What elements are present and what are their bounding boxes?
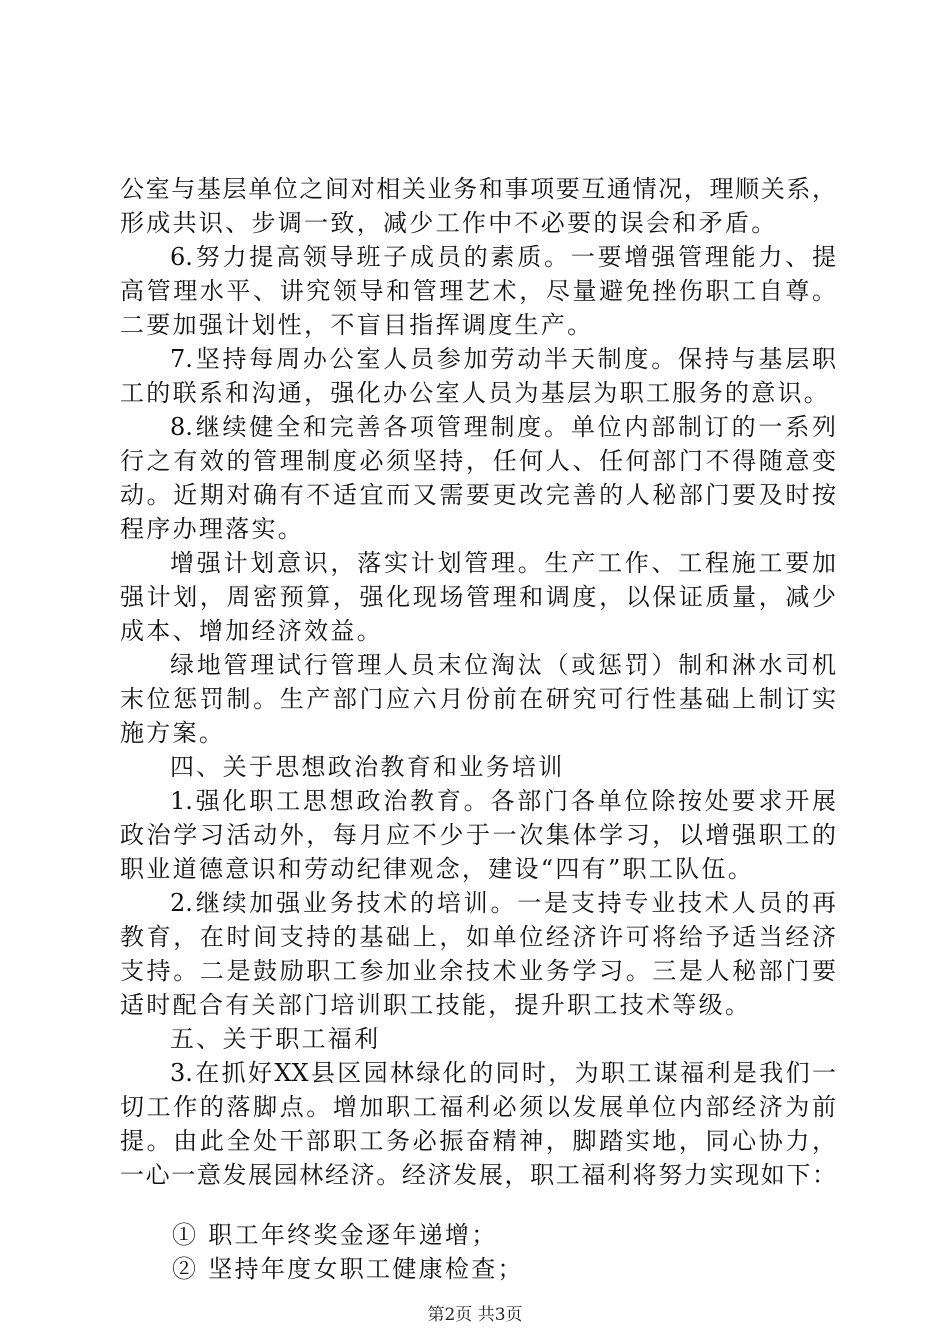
paragraph-line: 2.继续加强业务技术的培训。一是支持专业技术人员的再 — [170, 889, 836, 917]
paragraph-line: 提。由此全处干部职工务必振奋精神，脚踏实地，同心协力， — [120, 1127, 836, 1155]
list-item: ② 坚持年度女职工健康检查； — [172, 1255, 524, 1283]
paragraph-line: 职业道德意识和劳动纪律观念，建设“四有”职工队伍。 — [120, 855, 755, 883]
paragraph-line: 动。近期对确有不适宜而又需要更改完善的人秘部门要及时按 — [120, 481, 836, 509]
paragraph-line: 行之有效的管理制度必须坚持，任何人、任何部门不得随意变 — [120, 447, 836, 475]
paragraph-line: 程序办理落实。 — [120, 515, 305, 543]
paragraph-line: 二要加强计划性，不盲目指挥调度生产。 — [120, 311, 594, 339]
page-footer: 第2页 共3页 — [427, 1305, 523, 1325]
paragraph-line: 增强计划意识，落实计划管理。生产工作、工程施工要加 — [170, 549, 836, 577]
section-heading: 五、关于职工福利 — [170, 1025, 381, 1053]
paragraph-line: 8.继续健全和完善各项管理制度。单位内部制订的一系列 — [170, 413, 836, 441]
paragraph-line: 形成共识、步调一致，减少工作中不必要的误会和矛盾。 — [120, 209, 778, 237]
paragraph-line: 施方案。 — [120, 719, 226, 747]
paragraph-line: 6.努力提高领导班子成员的素质。一要增强管理能力、提 — [170, 243, 836, 271]
paragraph-line: 支持。二是鼓励职工参加业余技术业务学习。三是人秘部门要 — [120, 957, 836, 985]
paragraph-line: 政治学习活动外，每月应不少于一次集体学习，以增强职工的 — [120, 821, 836, 849]
paragraph-line: 工的联系和沟通，强化办公室人员为基层为职工服务的意识。 — [120, 379, 831, 407]
paragraph-line: 成本、增加经济效益。 — [120, 617, 383, 645]
paragraph-line: 3.在抓好XX县区园林绿化的同时，为职工谋福利是我们一 — [170, 1059, 836, 1087]
section-heading: 四、关于思想政治教育和业务培训 — [170, 753, 565, 781]
paragraph-line: 一心一意发展园林经济。经济发展，职工福利将努力实现如下： — [120, 1161, 836, 1189]
paragraph-line: 强计划，周密预算，强化现场管理和调度，以保证质量，减少 — [120, 583, 836, 611]
paragraph-line: 1.强化职工思想政治教育。各部门各单位除按处要求开展 — [170, 787, 836, 815]
paragraph-line: 教育，在时间支持的基础上，如单位经济许可将给予适当经济 — [120, 923, 836, 951]
paragraph-line: 7.坚持每周办公室人员参加劳动半天制度。保持与基层职 — [170, 345, 836, 373]
paragraph-line: 切工作的落脚点。增加职工福利必须以发展单位内部经济为前 — [120, 1093, 836, 1121]
paragraph-line: 末位惩罚制。生产部门应六月份前在研究可行性基础上制订实 — [120, 685, 836, 713]
paragraph-line: 适时配合有关部门培训职工技能，提升职工技术等级。 — [120, 991, 752, 1019]
paragraph-line: 绿地管理试行管理人员末位淘汰（或惩罚）制和淋水司机 — [170, 651, 836, 679]
list-item: ① 职工年终奖金逐年递增； — [172, 1221, 498, 1249]
paragraph-line: 公室与基层单位之间对相关业务和事项要互通情况，理顺关系， — [120, 175, 836, 203]
paragraph-line: 高管理水平、讲究领导和管理艺术，尽量避免挫伤职工自尊。 — [120, 277, 836, 305]
